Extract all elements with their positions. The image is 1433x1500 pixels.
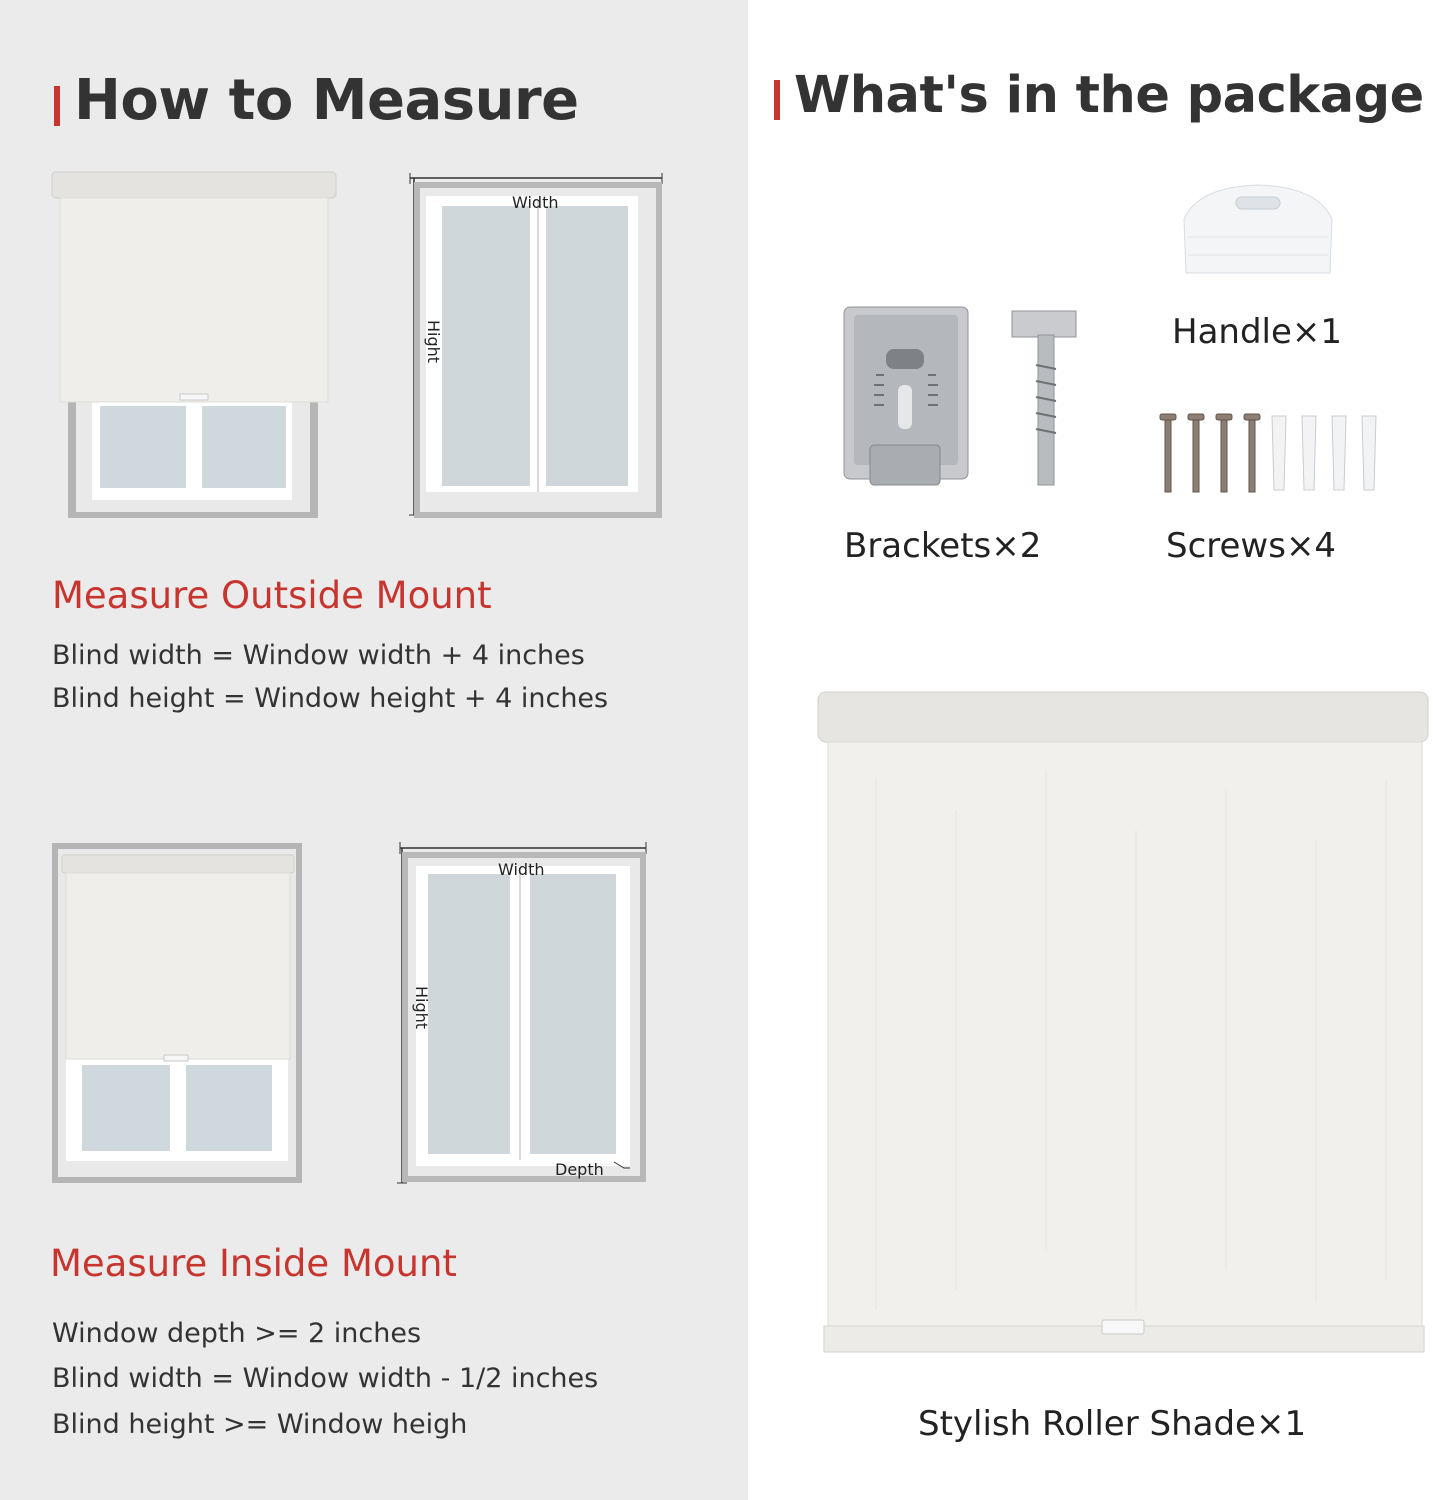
package-title: What's in the package bbox=[794, 66, 1424, 125]
handle-label: Handle×1 bbox=[1172, 312, 1343, 352]
accent-bar bbox=[54, 86, 60, 126]
accent-bar bbox=[774, 80, 780, 120]
inside-mount-window-diagram bbox=[392, 838, 654, 1190]
outside-mount-title: Measure Outside Mount bbox=[52, 574, 492, 617]
outside-line-1: Blind width = Window width + 4 inches bbox=[52, 640, 585, 671]
inside-mount-shade-illustration bbox=[52, 843, 304, 1185]
inside-height-label: Hight bbox=[412, 986, 431, 1030]
inside-line-3: Blind height >= Window heigh bbox=[52, 1409, 468, 1440]
inside-mount-title: Measure Inside Mount bbox=[50, 1242, 457, 1285]
screws-label: Screws×4 bbox=[1166, 526, 1337, 566]
roller-shade-illustration bbox=[816, 690, 1431, 1360]
handle-illustration bbox=[1178, 183, 1338, 278]
inside-width-label: Width bbox=[498, 860, 545, 879]
outside-mount-shade-illustration bbox=[52, 170, 342, 520]
inside-depth-label: Depth bbox=[555, 1160, 604, 1179]
roller-shade-label: Stylish Roller Shade×1 bbox=[918, 1404, 1307, 1444]
outside-line-2: Blind height = Window height + 4 inches bbox=[52, 683, 609, 714]
package-panel bbox=[748, 0, 1433, 1500]
outside-width-label: Width bbox=[512, 193, 559, 212]
inside-line-1: Window depth >= 2 inches bbox=[52, 1318, 422, 1349]
brackets-label: Brackets×2 bbox=[844, 526, 1042, 566]
outside-height-label: Hight bbox=[424, 320, 443, 364]
outside-mount-window-diagram bbox=[400, 170, 670, 525]
screws-illustration bbox=[1156, 412, 1386, 496]
inside-line-2: Blind width = Window width - 1/2 inches bbox=[52, 1363, 599, 1394]
brackets-illustration bbox=[840, 305, 1080, 495]
measure-title: How to Measure bbox=[74, 68, 579, 133]
